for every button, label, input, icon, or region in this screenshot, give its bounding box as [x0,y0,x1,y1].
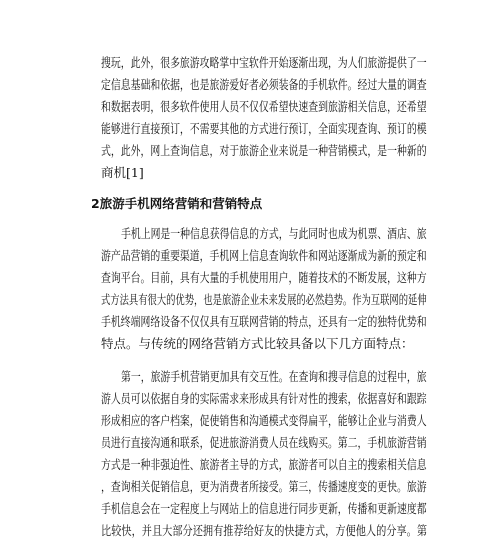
paragraph-3-line-2: 游人员可以依据自身的实际需求来形成具有针对性的搜索，依据喜好和跟踪 [101,391,427,406]
paragraph-1-line-1: 搜玩，此外，很多旅游攻略掌中宝软件开始逐渐出现，为人们旅游提供了一 [101,55,427,70]
paragraph-1-line-5: 式，此外，网上查询信息，对于旅游企业来说是一种营销模式，是一种新的 [101,143,427,158]
paragraph-2-line-4: 式方法具有很大的优势，也是旅游企业未来发展的必然趋势。作为互联网的延伸 [101,292,427,307]
paragraph-1-line-6: 商机[1] [101,165,144,180]
section-heading: 2旅游手机网络营销和营销特点 [91,196,263,211]
paragraph-1-line-2: 定信息基础和依据，也是旅游爱好者必须装备的手机软件。经过大量的调查 [101,77,427,92]
paragraph-3-line-3: 形成相应的客户档案，促使销售和沟通模式变得扁平，能够让企业与消费人 [101,413,427,428]
paragraph-2-line-2: 游产品营销的重要渠道，手机网上信息查询软件和网站逐渐成为新的预定和 [101,248,427,263]
paragraph-2-line-6: 特点。与传统的网络营销方式比较具备以下几方面特点： [101,336,414,351]
paragraph-2-line-5: 手机终端网络设备不仅仅具有互联网营销的特点，还具有一定的独特优势和 [101,314,427,329]
paragraph-1-line-3: 和数据表明，很多软件使用人员不仅仅希望快速查到旅游相关信息，还希望 [101,99,427,114]
paragraph-2-line-1: 手机上网是一种信息获得信息的方式，与此同时也成为机票、酒店、旅 [121,226,427,241]
paragraph-3-line-4: 员进行直接沟通和联系，促进旅游消费人员在线购买。第二，手机旅游营销 [101,435,427,450]
paragraph-3-line-1: 第一，旅游手机营销更加具有交互性。在查询和搜寻信息的过程中，旅 [121,369,427,384]
paragraph-3-line-5: 方式是一种非强迫性、旅游者主导的方式，旅游者可以自主的搜索相关信息 [101,457,427,472]
paragraph-2-line-3: 查询平台。目前，具有大量的手机使用用户，随着技术的不断发展，这种方 [101,270,427,285]
paragraph-3-line-6: ，查询相关促销信息，更为消费者所接受。第三，传播速度变的更快。旅游 [101,479,427,494]
paragraph-3-line-8: 比较快，并且大部分还拥有推荐给好友的快捷方式，方便他人的分享。第 [101,523,428,538]
paragraph-1-line-4: 能够进行直接预订，不需要其他的方式进行预订，全面实现查询、预订的模 [101,121,427,136]
paragraph-3-line-7: 手机信息会在一定程度上与网站上的信息进行同步更新，传播和更新速度都 [101,501,427,516]
